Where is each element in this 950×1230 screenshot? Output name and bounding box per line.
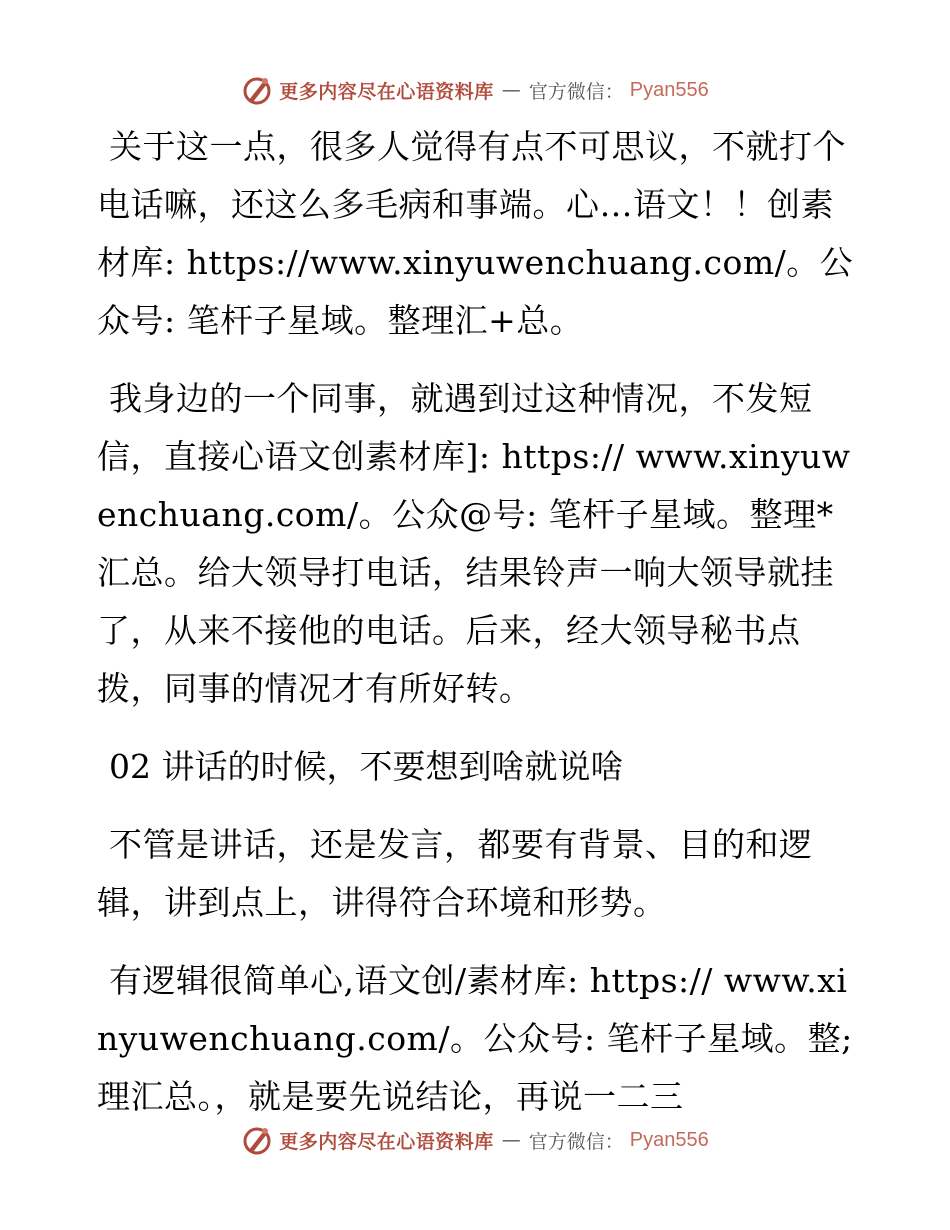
watermark-text: 更多内容尽在心语资料库 <box>279 1130 494 1153</box>
brush-logo-icon <box>241 1124 273 1156</box>
paragraph-3: 不管是讲话，还是发言，都要有背景、目的和逻辑，讲到点上，讲得符合环境和形势。 <box>97 825 813 922</box>
footer-watermark <box>0 1120 950 1160</box>
watermark-text: 更多内容尽在心语资料库 <box>279 80 494 103</box>
paragraph-1: 关于这一点，很多人觉得有点不可思议，不就打个电话嘛，还这么多毛病和事端。心…语文！！创素材库: https://www.xinyuwenchuang.com/。公众号: 笔杆子星域。整理汇+总。 <box>97 127 854 340</box>
watermark-group <box>241 1124 709 1156</box>
watermark-dash: — <box>501 1129 521 1151</box>
paragraph-4: 有逻辑很简单心,语文创/素材库: https:// www.xinyuwenchuang.com/。公众号: 笔杆子星域。整;理汇总。，就是要先说结论，再说一二三 <box>97 961 853 1116</box>
section-heading: 02 讲话的时候，不要想到啥就说啥 <box>109 747 624 786</box>
watermark-label: 官方微信： <box>528 1130 624 1153</box>
watermark-label: 官方微信： <box>528 80 624 103</box>
document-body <box>97 118 857 1126</box>
brush-logo-icon <box>241 74 273 106</box>
paragraph-2: 我身边的一个同事，就遇到过这种情况，不发短信，直接心语文创素材库]: https:// www.xinyuwenchuang.com/。公众@号: 笔杆子星域。整理*汇总。给大领导打电话，结果铃声一响大领导就挂了，从来不接他的电话。后来，经大领导秘书点拨，同事的情况才有所好转。 <box>97 379 851 708</box>
watermark-id: Pyan556 <box>629 1128 709 1151</box>
watermark-id: Pyan556 <box>629 78 709 101</box>
header-watermark <box>0 70 950 110</box>
watermark-dash: — <box>501 79 521 101</box>
watermark-group <box>241 74 709 106</box>
